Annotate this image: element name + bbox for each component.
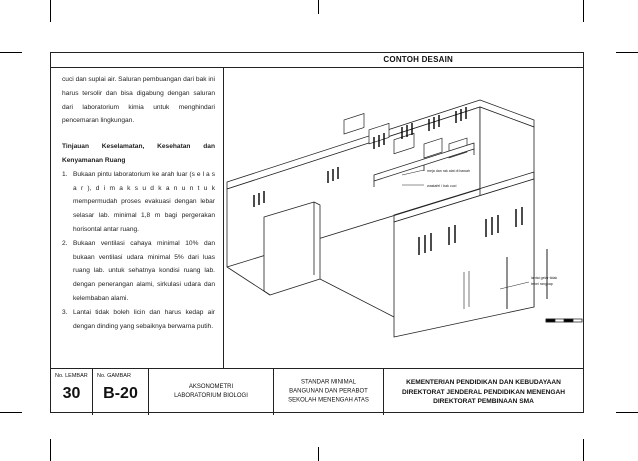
label-bench: meja dan rak alat di bawah	[427, 169, 470, 173]
label-floor-2: tebel rangkap	[531, 282, 553, 286]
crop-mark-tr-h	[616, 52, 638, 53]
drawing-title-cell	[149, 369, 274, 415]
crop-mark-bl-h	[0, 412, 22, 413]
standard-line: BANGUNAN DAN PERABOT	[289, 388, 368, 395]
list-item	[62, 237, 215, 306]
sheet-number-label: No. LEMBAR	[55, 373, 88, 379]
drawing-title-line: LABORATORIUM BIOLOGI	[174, 393, 248, 399]
crop-mark-br-h	[616, 412, 638, 413]
drawing-number: B-20	[103, 385, 138, 402]
crop-mark-tr-v	[583, 0, 584, 22]
organization-title	[386, 378, 581, 407]
organization-line: DIREKTORAT PEMBINAAN SMA	[433, 397, 534, 405]
organization-cell	[384, 369, 583, 415]
crop-mark-mid-top	[318, 0, 319, 14]
label-floor-1: lantai gelar tidak	[531, 276, 558, 280]
list-item	[62, 306, 215, 334]
label-sink: wastafel / bak cuci	[427, 184, 457, 188]
title-block	[51, 368, 583, 415]
crop-mark-tl-h	[0, 52, 22, 53]
standard-title	[276, 379, 381, 406]
drawing-number-label: No. GAMBAR	[97, 373, 131, 379]
sheet-header	[51, 53, 583, 68]
crop-mark-br-v	[583, 439, 584, 461]
sheet-frame	[50, 52, 584, 413]
axonometric-drawing	[224, 67, 583, 368]
list-number: 3.	[62, 308, 68, 316]
list-number: 2.	[62, 239, 68, 247]
section-heading: Tinjauan Keselamatan, Kesehatan dan Kenyamanan Ruang	[62, 143, 215, 164]
standard-line: STANDAR MINIMAL	[301, 379, 356, 386]
list-number: 1.	[62, 170, 68, 178]
list-text: Bukaan pintu laboratorium ke arah luar (s e l a s a r ), d i m a k s u d k a n u n t u k mempermudah proses evakuasi dengan lebar selasar lab. minimal 1,8 m bagi pergerakan horisontal antar ruang.	[73, 170, 215, 233]
drawing-title	[151, 383, 271, 401]
standard-cell	[274, 369, 384, 415]
list-text: Lantai tidak boleh licin dan harus kedap air dengan dinding yang sebaiknya berwarna putih.	[73, 308, 215, 330]
lab-axonometric-svg	[224, 67, 585, 368]
list-text: Bukaan ventilasi cahaya minimal 10% dan bukaan ventilasi udara minimal 5% dari luas ruang lab. untuk sehatnya kondisi ruang lab. dengan penerangan alami, sirkulasi udara dan kelembaban alami.	[73, 239, 215, 302]
page-title: CONTOH DESAIN	[383, 55, 453, 64]
drawing-number-cell	[93, 369, 149, 415]
sheet-number: 30	[62, 385, 81, 402]
drawing-title-line: AKSONOMETRI	[188, 384, 234, 390]
crop-mark-mid-bottom	[318, 447, 319, 461]
crop-mark-bl-v	[50, 439, 51, 461]
sheet-number-cell	[51, 369, 93, 415]
paragraph-intro: cuci dan suplai air. Saluran pembuangan dari bak ini harus tersolir dan bisa digabung dengan saluran dari laboratorium kimia untuk menghindari pencemaran lingkungan.	[62, 76, 215, 125]
organization-line: DIREKTORAT JENDERAL PENDIDIKAN MENENGAH	[401, 388, 566, 396]
crop-mark-tl-v	[50, 0, 51, 22]
list-item	[62, 168, 215, 237]
organization-line: KEMENTERIAN PENDIDIKAN DAN KEBUDAYAAN	[406, 378, 561, 386]
text-column	[51, 67, 224, 368]
standard-line: SEKOLAH MENENGAH ATAS	[288, 397, 369, 404]
